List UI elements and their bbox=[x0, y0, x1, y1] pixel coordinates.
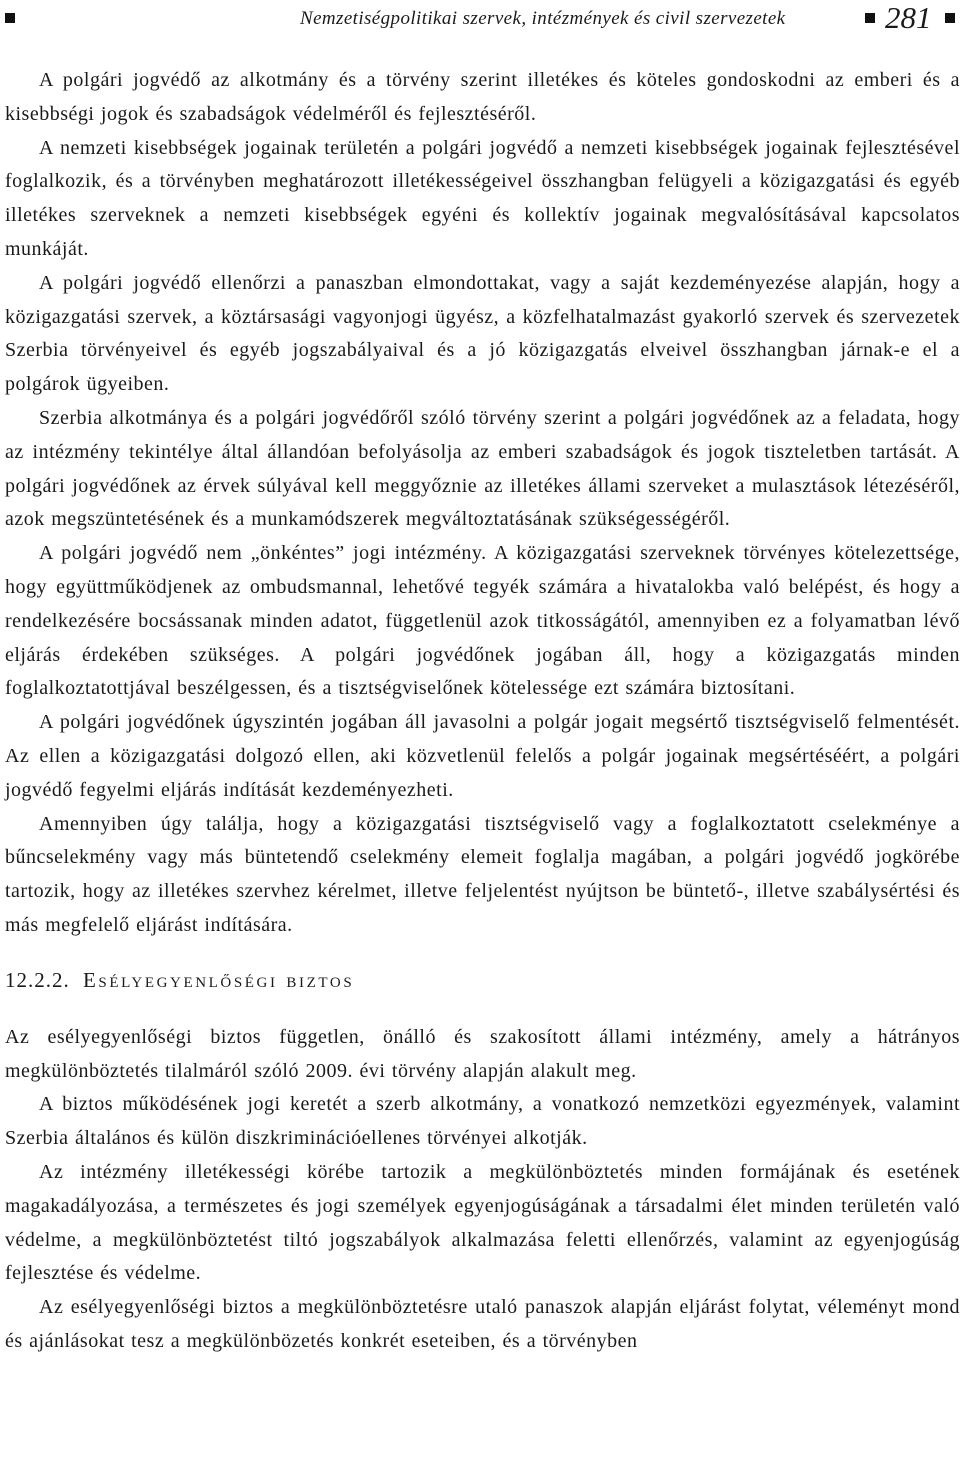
paragraph: Az esélyegyenlőségi biztos a megkülönböztetésre utaló panaszok alapján eljárást folytat, véleményt mond és ajánlásokat tesz a megkülönbözetés konkrét eseteiben, és a törvényben bbox=[5, 1296, 960, 1352]
paragraph: Amennyiben úgy találja, hogy a közigazgatási tisztségviselő vagy a foglalkoztatott cselekménye a bűncselekmény vagy más büntetendő cselekmény elemeit foglalja magában, a polgári jogvédő jogkörébe tartozik, hogy az illetékes szervhez kérelmet, illetve feljelentést nyújtson be büntető-, illetve szabálysértési és más megfelelő eljárást indítására. bbox=[5, 812, 960, 936]
section-number: 12.2.2. bbox=[5, 967, 70, 992]
page-number: 281 bbox=[885, 0, 932, 35]
paragraph: A polgári jogvédő nem „önkéntes” jogi intézmény. A közigazgatási szerveknek törvényes kötelezettsége, hogy együttműködjenek az ombudsmannal, lehetővé tegyék számára a hivatalokba való belépést, és hogy a rendelkezésére bocsássanak minden adatot, függetlenül azok titkosságától, amennyiben ez a folyamatban lévő eljárás érdekében szükséges. A polgári jogvédőnek jogában áll, hogy a közigazgatás minden foglalkoztatottjával beszélgessen, és a tisztségviselőnek kötelessége ezt számára biztosítani. bbox=[5, 542, 960, 700]
header-square-mid-icon bbox=[865, 13, 875, 23]
running-header-title: Nemzetiségpolitikai szervek, intézmények és civil szervezetek bbox=[300, 8, 786, 29]
body-text bbox=[5, 64, 960, 1359]
header-square-left-icon bbox=[5, 13, 15, 23]
paragraph: A polgári jogvédőnek úgyszintén jogában áll javasolni a polgár jogait megsértő tisztségviselő felmentését. Az ellen a közigazgatási dolgozó ellen, aki közvetlenül felelős a polgár jogainak megsértéséért, a polgári jogvédő fegyelmi eljárás indítását kezdeményezheti. bbox=[5, 711, 960, 801]
paragraph: Szerbia alkotmánya és a polgári jogvédőről szóló törvény szerint a polgári jogvédőnek az a feladata, hogy az intézmény tekintélye által állandóan befolyásolja az emberi szabadságok és jogok tiszteletben tartását. A polgári jogvédőnek az érvek súlyával kell meggyőznie az illetékes állami szerveket a mulasztások létezéséről, azok megszüntetésének és a munkamódszerek megváltoztatásának szükségességéről. bbox=[5, 406, 960, 531]
paragraph: Az esélyegyenlőségi biztos független, önálló és szakosított állami intézmény, amely a hátrányos megkülönböztetés tilalmáról szóló 2009. évi törvény alapján alakult meg. bbox=[5, 1025, 960, 1082]
paragraph: A nemzeti kisebbségek jogainak területén a polgári jogvédő a nemzeti kisebbségek jogainak fejlesztésével foglalkozik, és a törvényben meghatározott illetékességeivel összhangban felügyeli a közigazgatási és egyéb illetékes szerveknek a nemzeti kisebbségek egyéni és kollektív jogainak megvalósításával kapcsolatos munkáját. bbox=[5, 136, 960, 260]
paragraph: A polgári jogvédő az alkotmány és a törvény szerint illetékes és köteles gondoskodni az emberi és a kisebbségi jogok és szabadságok védelméről és fejlesztéséről. bbox=[5, 69, 960, 125]
page-header bbox=[5, 0, 955, 35]
section-heading bbox=[5, 963, 960, 997]
paragraph: A biztos működésének jogi keretét a szerb alkotmány, a vonatkozó nemzetközi egyezmények, valamint Szerbia általános és külön diszkriminációellenes törvényei alkotják. bbox=[5, 1093, 960, 1150]
header-square-right-icon bbox=[945, 13, 955, 23]
section-title: Esélyegyenlőségi biztos bbox=[83, 967, 355, 992]
paragraph: A polgári jogvédő ellenőrzi a panaszban elmondottakat, vagy a saját kezdeményezése alapján, hogy a közigazgatási szervek, a köztársasági vagyonjogi ügyész, a közfelhatalmazást gyakorló szervek és szervezetek Szerbia törvényeivel és egyéb jogszabályaival és a jó közigazgatás elveivel összhangban járnak-e el a polgárok ügyeiben. bbox=[5, 271, 960, 396]
paragraph: Az intézmény illetékességi körébe tartozik a megkülönböztetés minden formájának és esetének magakadályozása, a természetes és jogi személyek egyenjogúságának a társadalmi élet minden területén való védelme, a megkülönböztetést tiltó jogszabályok alkalmazása feletti ellenőrzés, valamint az egyenjogúság fejlesztése és védelme. bbox=[5, 1160, 960, 1285]
